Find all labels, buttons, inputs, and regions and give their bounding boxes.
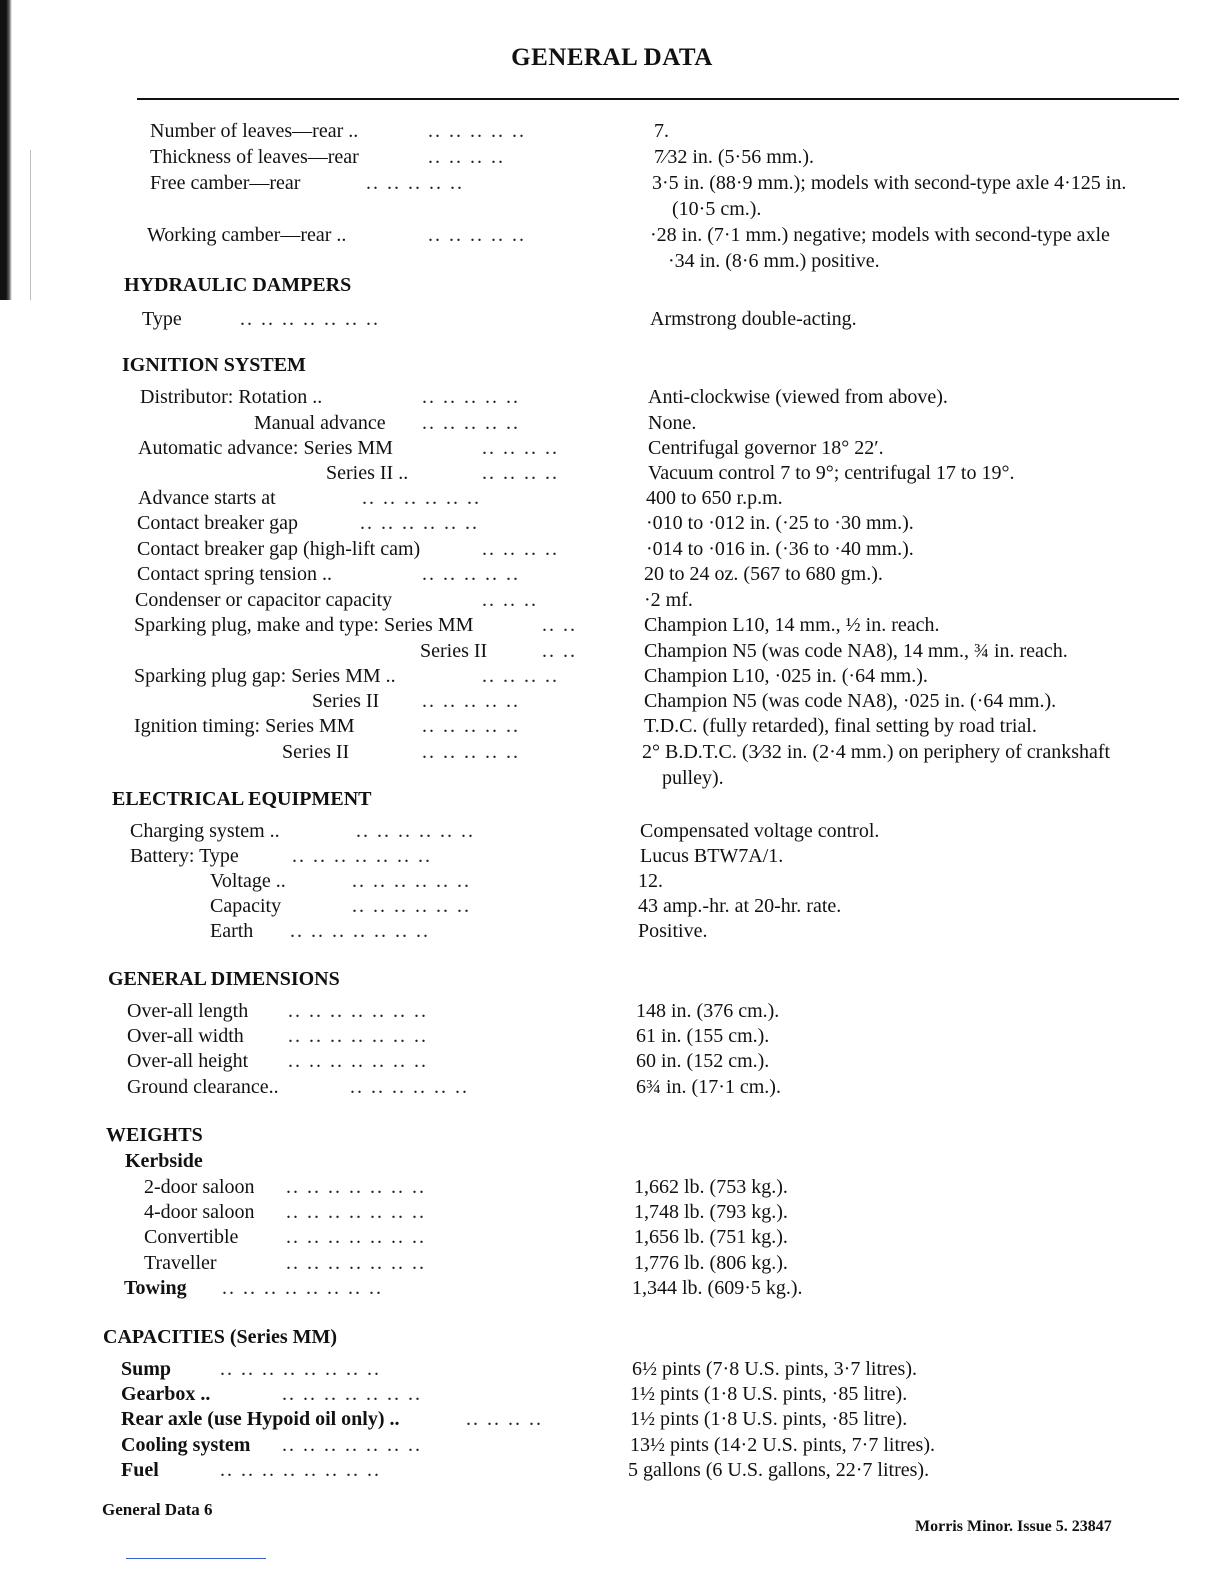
leader-dots: .. .. .. .. .. .. .. <box>286 1226 426 1248</box>
spec-label: Series II <box>420 640 488 662</box>
spec-value: Compensated voltage control. <box>640 820 880 842</box>
spec-row <box>0 868 1224 894</box>
spec-row <box>0 843 1224 869</box>
spec-label: Manual advance <box>254 412 386 434</box>
spec-label: Over-all length <box>127 1000 249 1022</box>
spec-label: Ignition timing: Series MM <box>134 715 355 737</box>
spec-value: 1½ pints (1·8 U.S. pints, ·85 litre). <box>630 1383 908 1405</box>
leader-dots: .. .. .. .. .. .. .. <box>288 1000 428 1022</box>
spec-row <box>0 612 1224 638</box>
leader-dots: .. .. .. .. .. .. .. <box>282 1383 422 1405</box>
spec-value: 7. <box>654 120 669 142</box>
leader-dots: .. .. .. .. <box>428 146 505 168</box>
spec-row <box>0 638 1224 664</box>
spec-value: 400 to 650 r.p.m. <box>646 487 783 509</box>
leader-dots: .. .. .. .. .. .. .. <box>240 308 380 330</box>
spec-row <box>0 460 1224 486</box>
spec-label: Cooling system <box>121 1434 251 1456</box>
spec-value: ·014 to ·016 in. (·36 to ·40 mm.). <box>646 538 914 560</box>
leader-dots: .. .. .. .. .. .. .. <box>286 1176 426 1198</box>
leader-dots: .. .. .. .. .. .. .. .. <box>222 1277 383 1299</box>
spec-value: Vacuum control 7 to 9°; centrifugal 17 to 19°. <box>648 462 1015 484</box>
leader-dots: .. .. <box>542 614 577 636</box>
spec-row <box>0 918 1224 944</box>
spec-label: Series II <box>282 741 350 763</box>
leader-dots: .. .. .. .. .. <box>422 690 520 712</box>
section-heading-hydraulic-dampers: HYDRAULIC DAMPERS <box>124 274 352 296</box>
spec-label: Advance starts at <box>138 487 276 509</box>
leader-dots: .. .. .. .. .. .. .. <box>286 1201 426 1223</box>
leader-dots: .. .. .. .. .. .. <box>360 512 479 534</box>
spec-label: 2-door saloon <box>144 1176 255 1198</box>
spec-value: 1,344 lb. (609·5 kg.). <box>632 1277 803 1299</box>
spec-label: Rear axle (use Hypoid oil only) .. <box>121 1408 400 1430</box>
spec-label: Series II <box>312 690 380 712</box>
footer-issue-label: Morris Minor. Issue 5. 23847 <box>915 1518 1112 1535</box>
spec-row <box>0 222 1224 248</box>
leader-dots: .. .. <box>542 640 577 662</box>
spec-value: 6½ pints (7·8 U.S. pints, 3·7 litres). <box>632 1358 917 1380</box>
spec-row <box>0 1224 1224 1250</box>
spec-row <box>0 1406 1224 1432</box>
spec-label: Type <box>142 308 182 330</box>
spec-value: ·010 to ·012 in. (·25 to ·30 mm.). <box>646 512 914 534</box>
spec-label: Ground clearance.. <box>127 1076 279 1098</box>
section-heading-ignition-system: IGNITION SYSTEM <box>122 354 306 376</box>
section-heading-weights: WEIGHTS <box>106 1124 203 1146</box>
spec-row <box>0 1275 1224 1301</box>
leader-dots: .. .. .. .. .. .. <box>352 895 471 917</box>
spec-row <box>0 663 1224 689</box>
leader-dots: .. .. .. .. .. .. <box>356 820 475 842</box>
spec-label: Gearbox .. <box>121 1383 211 1405</box>
leader-dots: .. .. .. .. .. .. <box>350 1076 469 1098</box>
spec-value: 148 in. (376 cm.). <box>636 1000 780 1022</box>
subheading-kerbside: Kerbside <box>125 1150 203 1172</box>
spec-row <box>0 561 1224 587</box>
spec-value: 13½ pints (14·2 U.S. pints, 7·7 litres). <box>630 1434 935 1456</box>
spec-value: 6¾ in. (17·1 cm.). <box>636 1076 781 1098</box>
spec-label: Number of leaves—rear .. <box>150 120 359 142</box>
title-rule <box>137 98 1179 100</box>
spec-value: Positive. <box>638 920 708 942</box>
spec-row <box>0 144 1224 170</box>
spec-label: Contact breaker gap <box>137 512 299 534</box>
spec-value: 5 gallons (6 U.S. gallons, 22·7 litres). <box>628 1459 930 1481</box>
leader-dots: .. .. .. .. .. <box>422 386 520 408</box>
spec-label: 4-door saloon <box>144 1201 255 1223</box>
spec-row <box>0 306 1224 332</box>
leader-dots: .. .. .. .. .. <box>366 172 464 194</box>
spec-value: 20 to 24 oz. (567 to 680 gm.). <box>644 563 883 585</box>
spec-value-continued: pulley). <box>662 767 724 789</box>
spec-row <box>0 170 1224 196</box>
spec-label: Towing <box>124 1277 187 1299</box>
spec-value: 2° B.D.T.C. (3⁄32 in. (2·4 mm.) on periphery of crankshaft <box>642 741 1111 763</box>
spec-value: 3·5 in. (88·9 mm.); models with second-type axle 4·125 in. <box>652 172 1127 194</box>
spec-label: Battery: Type <box>130 845 239 867</box>
spec-row <box>0 1174 1224 1200</box>
leader-dots: .. .. .. .. .. .. <box>352 870 471 892</box>
spec-label: Free camber—rear <box>150 172 301 194</box>
spec-row <box>0 435 1224 461</box>
spec-label: Automatic advance: Series MM <box>138 437 393 459</box>
leader-dots: .. .. .. .. .. .. .. <box>288 1050 428 1072</box>
spec-row <box>0 1250 1224 1276</box>
leader-dots: .. .. .. .. <box>466 1408 543 1430</box>
spec-row <box>0 1048 1224 1074</box>
spec-value: 1,662 lb. (753 kg.). <box>634 1176 788 1198</box>
spec-label: Condenser or capacitor capacity <box>135 589 393 611</box>
leader-dots: .. .. .. .. .. <box>428 224 526 246</box>
spec-value: Champion N5 (was code NA8), 14 mm., ¾ in. reach. <box>644 640 1068 662</box>
spec-row <box>0 739 1224 765</box>
leader-dots: .. .. .. .. .. .. .. <box>288 1025 428 1047</box>
spec-row <box>0 118 1224 144</box>
spec-value: Lucus BTW7A/1. <box>640 845 784 867</box>
spec-row <box>0 1381 1224 1407</box>
leader-dots: .. .. .. <box>482 589 538 611</box>
leader-dots: .. .. .. .. <box>482 437 559 459</box>
spec-row <box>0 1457 1224 1483</box>
spec-label: Sump <box>121 1358 172 1380</box>
spec-row <box>0 893 1224 919</box>
spec-label: Contact spring tension .. <box>137 563 332 585</box>
leader-dots: .. .. .. .. .. .. .. .. <box>220 1358 381 1380</box>
leader-dots: .. .. .. .. .. .. .. <box>290 920 430 942</box>
spec-label: Voltage .. <box>210 870 286 892</box>
spec-value: None. <box>648 412 697 434</box>
scan-mark <box>126 1558 266 1559</box>
leader-dots: .. .. .. .. .. .. .. <box>282 1434 422 1456</box>
spec-value: 12. <box>638 870 663 892</box>
spec-value: 1½ pints (1·8 U.S. pints, ·85 litre). <box>630 1408 908 1430</box>
leader-dots: .. .. .. .. .. <box>422 715 520 737</box>
spec-label: Capacity <box>210 895 282 917</box>
spec-row <box>0 510 1224 536</box>
page-title: GENERAL DATA <box>511 44 713 71</box>
section-heading-general-dimensions: GENERAL DIMENSIONS <box>108 968 340 990</box>
spec-value: 61 in. (155 cm.). <box>636 1025 770 1047</box>
spec-value: 60 in. (152 cm.). <box>636 1050 770 1072</box>
leader-dots: .. .. .. .. .. .. .. .. <box>220 1459 381 1481</box>
spec-value: 43 amp.-hr. at 20-hr. rate. <box>638 895 842 917</box>
section-heading-electrical-equipment: ELECTRICAL EQUIPMENT <box>112 788 372 810</box>
leader-dots: .. .. .. .. .. .. <box>362 487 481 509</box>
spec-value: 1,656 lb. (751 kg.). <box>634 1226 788 1248</box>
spec-value: 1,748 lb. (793 kg.). <box>634 1201 788 1223</box>
spec-value-continued: ·34 in. (8·6 mm.) positive. <box>668 250 880 272</box>
spec-value: Champion L10, 14 mm., ½ in. reach. <box>644 614 940 636</box>
spec-value: Centrifugal governor 18° 22′. <box>648 437 884 459</box>
section-heading-capacities: CAPACITIES (Series MM) <box>103 1326 338 1348</box>
spec-value: ·28 in. (7·1 mm.) negative; models with second-type axle <box>650 224 1110 246</box>
spec-row <box>0 485 1224 511</box>
spec-label: Traveller <box>144 1252 217 1274</box>
spec-row <box>0 1432 1224 1458</box>
spec-label: Charging system .. <box>130 820 280 842</box>
footer-page-label: General Data 6 <box>102 1500 213 1519</box>
spec-row <box>0 587 1224 613</box>
spec-label: Thickness of leaves—rear <box>150 146 359 168</box>
spec-row <box>0 688 1224 714</box>
spec-row <box>0 1356 1224 1382</box>
spec-label: Earth <box>210 920 254 942</box>
spec-label: Convertible <box>144 1226 239 1248</box>
leader-dots: .. .. .. .. .. .. .. <box>292 845 432 867</box>
spec-row <box>0 713 1224 739</box>
spec-row <box>0 1074 1224 1100</box>
spec-row <box>0 410 1224 436</box>
spec-value: Anti-clockwise (viewed from above). <box>648 386 948 408</box>
leader-dots: .. .. .. .. .. <box>422 412 520 434</box>
spec-value: Armstrong double-acting. <box>650 308 857 330</box>
spec-row <box>0 536 1224 562</box>
leader-dots: .. .. .. .. <box>482 665 559 687</box>
spec-label: Sparking plug, make and type: Series MM <box>134 614 474 636</box>
spec-row <box>0 384 1224 410</box>
spec-row <box>0 1199 1224 1225</box>
spec-value: 1,776 lb. (806 kg.). <box>634 1252 788 1274</box>
spec-value: Champion L10, ·025 in. (·64 mm.). <box>644 665 928 687</box>
spec-label: Series II .. <box>326 462 409 484</box>
spec-row <box>0 998 1224 1024</box>
spec-label: Working camber—rear .. <box>147 224 347 246</box>
leader-dots: .. .. .. .. .. <box>422 741 520 763</box>
spec-value-continued: (10·5 cm.). <box>672 198 762 220</box>
leader-dots: .. .. .. .. .. <box>422 563 520 585</box>
spec-value: 7⁄32 in. (5·56 mm.). <box>654 146 814 168</box>
spec-label: Fuel <box>121 1459 159 1481</box>
spec-label: Over-all height <box>127 1050 249 1072</box>
spec-label: Over-all width <box>127 1025 244 1047</box>
spec-label: Distributor: Rotation .. <box>140 386 323 408</box>
spec-value: T.D.C. (fully retarded), final setting by road trial. <box>644 715 1037 737</box>
leader-dots: .. .. .. .. <box>482 538 559 560</box>
spec-value: ·2 mf. <box>644 589 693 611</box>
leader-dots: .. .. .. .. <box>482 462 559 484</box>
spec-value: Champion N5 (was code NA8), ·025 in. (·64 mm.). <box>644 690 1057 712</box>
spec-label: Sparking plug gap: Series MM .. <box>134 665 396 687</box>
leader-dots: .. .. .. .. .. .. .. <box>286 1252 426 1274</box>
spec-row <box>0 818 1224 844</box>
leader-dots: .. .. .. .. .. <box>428 120 526 142</box>
spec-label: Contact breaker gap (high-lift cam) <box>137 538 421 560</box>
spec-row <box>0 1023 1224 1049</box>
